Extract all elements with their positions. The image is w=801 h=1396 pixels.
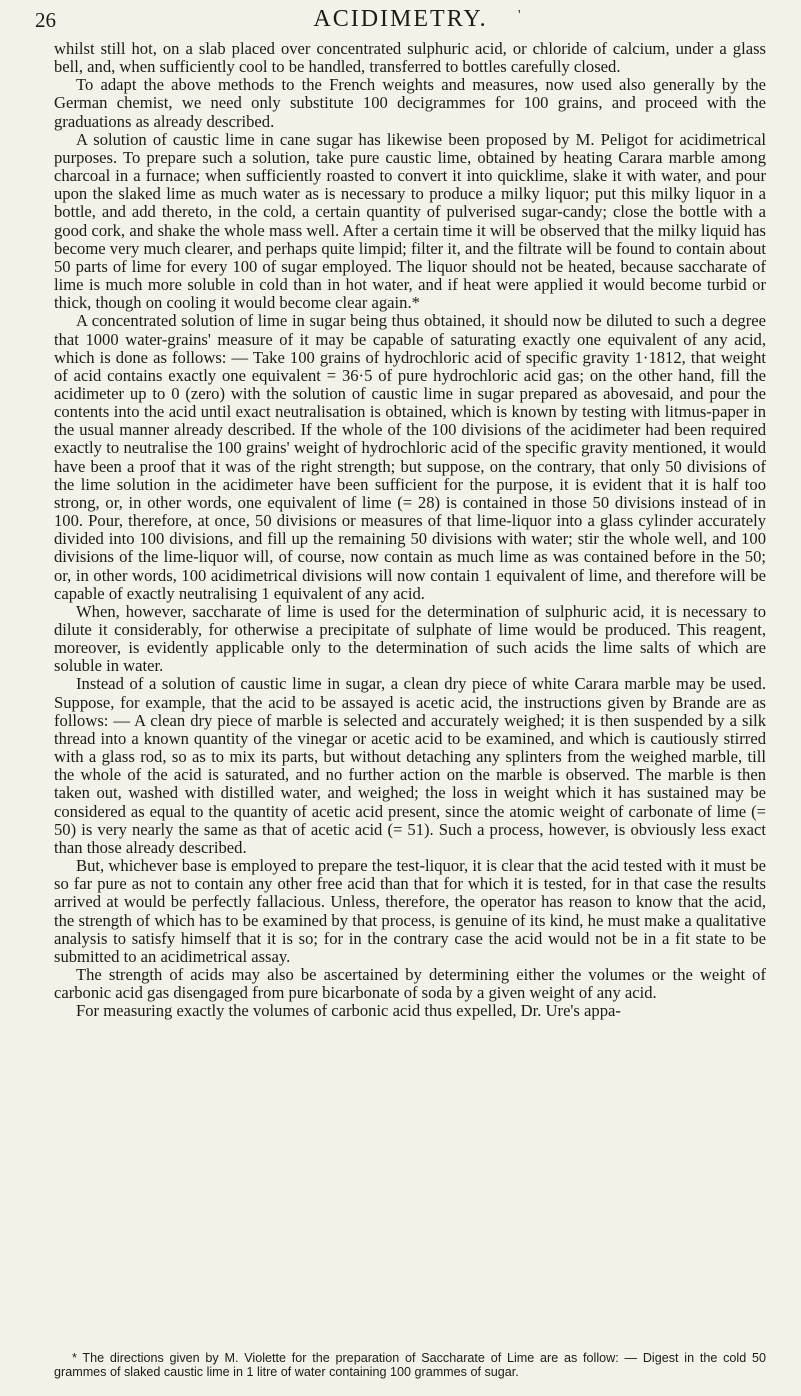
running-title: ACIDIMETRY. (313, 6, 488, 32)
paragraph: When, however, saccharate of lime is used for the determination of sulphuric acid, it is necessary to dilute it considerably, for otherwise a precipitate of sulphate of lime would be produced. This reagent, moreover, is evidently applicable only to the determination of such acids the lime salts of which are soluble in water. (54, 601, 766, 676)
paragraph: The strength of acids may also be ascertained by determining either the volumes or the weight of carbonic acid gas disengaged from pure bicarbonate of soda by a given weight of any acid. (54, 964, 766, 1003)
page-header (0, 6, 801, 38)
footnote-text: * The directions given by M. Violette for the preparation of Saccharate of Lime are as follow: — Digest in the cold 50 grammes of slaked caustic lime in 1 litre of water containing 100 grammes of sugar. (54, 1351, 766, 1379)
paragraph: But, whichever base is employed to prepare the test-liquor, it is clear that the acid tested with it must be so far pure as not to contain any other free acid than that for which it is tested, for in that case the results arrived at would be perfectly fallacious. Unless, therefore, the operator has reason to know that the acid, the strength of which has to be examined by that process, is genuine of its kind, he must make a qualitative analysis to satisfy himself that it is so; for in the contrary case the acid would not be in a fit state to be submitted to an acidimetrical assay. (54, 856, 766, 966)
paragraph: whilst still hot, on a slab placed over concentrated sulphuric acid, or chloride of calcium, under a glass bell, and, when sufficiently cool to be handled, transferred to bottles carefully closed. (54, 39, 766, 77)
body-text (54, 40, 766, 1020)
paragraph: For measuring exactly the volumes of carbonic acid thus expelled, Dr. Ure's appa- (76, 1001, 621, 1021)
paragraph: To adapt the above methods to the French weights and measures, now used also generally by the German chemist, we need only substitute 100 decigrammes for 100 grains, and proceed with the graduations as already described. (54, 75, 766, 131)
paragraph: A concentrated solution of lime in sugar being thus obtained, it should now be diluted to such a degree that 1000 water-grains' measure of it may be capable of saturating exactly one equivalent of any acid, which is done as follows: — Take 100 grains of hydrochloric acid of specific gravity 1·1812, that weight of acid contains exactly one equivalent = 36·5 of pure hydrochloric acid gas; on the other hand, fill the acidimeter up to 0 (zero) with the solution of caustic lime in sugar prepared as abovesaid, and pour the contents into the acid until exact neutralisation is obtained, which is known by testing with litmus-paper in the usual manner already described. If the whole of the 100 divisions of the acidimeter had been required exactly to neutralise the 100 grains' weight of hydrochloric acid of the specific gravity mentioned, it would have been a proof that it was of the right strength; but suppose, on the contrary, that only 50 divisions of the lime solution in the acidimeter have been sufficient for the purpose, it is evident that it is half too strong, or, in other words, one equivalent of lime (= 28) is contained in those 50 divisions instead of in 100. Pour, therefore, at once, 50 divisions or measures of that lime-liquor into a glass cylinder accurately divided into 100 divisions, and fill up the remaining 50 divisions with water; stir the whole well, and 100 divisions of the lime-liquor will, of course, now contain as much lime as was contained before in the 50; or, in other words, 100 acidimetrical divisions will now contain 1 equivalent of lime, and therefore will be capable of exactly neutralising 1 equivalent of any acid. (54, 311, 766, 603)
footnote (54, 1351, 766, 1379)
paragraph: Instead of a solution of caustic lime in sugar, a clean dry piece of white Carara marble may be used. Suppose, for example, that the acid to be assayed is acetic acid, the instructions given by Brande are as follows: — A clean dry piece of marble is selected and accurately weighed; it is then suspended by a silk thread into a known quantity of the vinegar or acetic acid to be examined, and which is cautiously stirred with a glass rod, so as to mix its parts, but without detaching any splinters from the weighed marble, till the whole of the acid is saturated, and no further action on the marble is observed. The marble is then taken out, washed with distilled water, and weighed; the loss in weight which it has sustained may be considered as equal to the quantity of acetic acid present, since the atomic weight of carbonate of lime (= 50) is very nearly the same as that of acetic acid (= 51). Such a process, however, is obviously less exact than those already described. (54, 674, 766, 857)
paragraph: A solution of caustic lime in cane sugar has likewise been proposed by M. Peligot for acidimetrical purposes. To prepare such a solution, take pure caustic lime, obtained by heating Carara marble among charcoal in a furnace; when sufficiently roasted to convert it into quicklime, slake it with water, and pour upon the slaked lime as much water as is necessary to produce a milky liquor; put this milky liquor in a bottle, and add thereto, in the cold, a certain quantity of pulverised sugar-candy; close the bottle with a good cork, and shake the whole mass well. After a certain time it will be observed that the milky liquid has become very much clearer, and perhaps quite limpid; filter it, and the filtrate will be found to contain about 50 parts of lime for every 100 of sugar employed. The liquor should not be heated, because saccharate of lime is much more soluble in cold than in hot water, and if heat were applied it would become turbid or thick, though on cooling it would become clear again.* (54, 129, 766, 313)
page-number: 26 (35, 8, 56, 32)
stray-mark: ' (518, 8, 521, 23)
